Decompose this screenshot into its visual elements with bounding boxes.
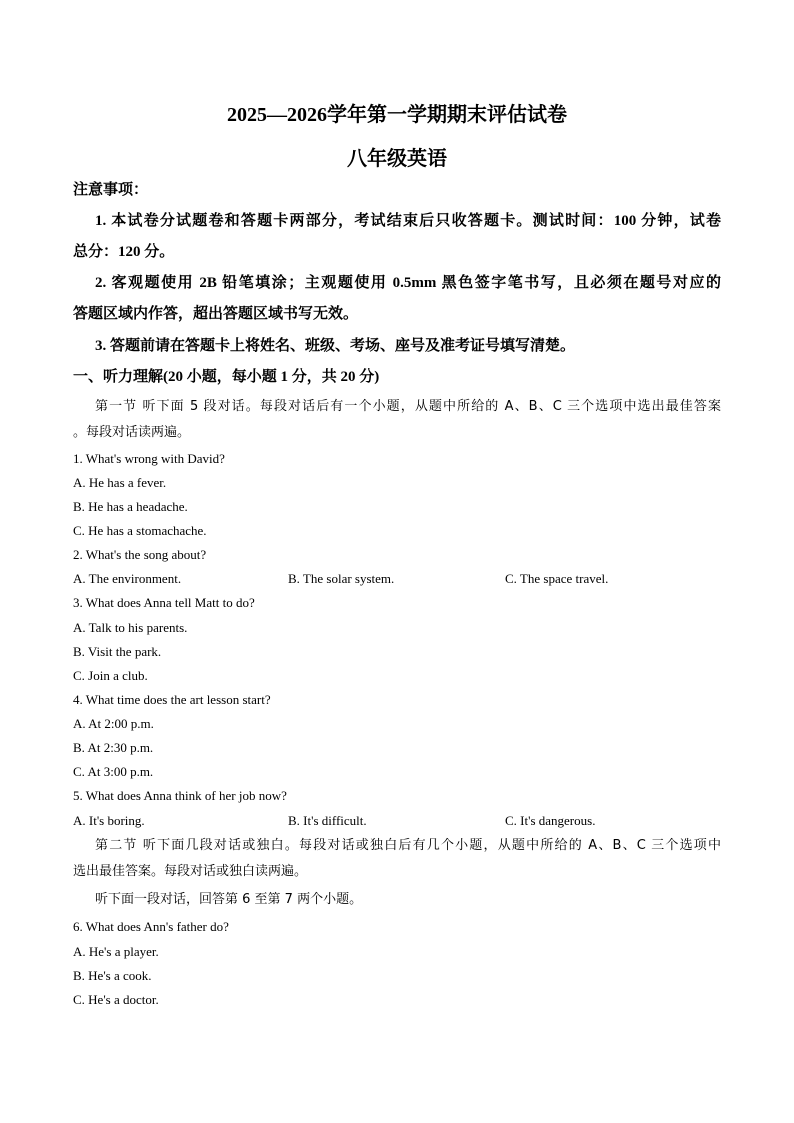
q3-option-a: A. Talk to his parents.: [73, 620, 188, 635]
question-2: 2. What's the song about?: [73, 547, 207, 562]
exam-title: 2025—2026学年第一学期期末评估试卷: [227, 104, 567, 126]
q1-option-a: A. He has a fever.: [73, 475, 167, 490]
q5-option-a: A. It's boring.: [73, 813, 145, 828]
part-2-instruction-line-2: 选出最佳答案。每段对话或独白读两遍。: [73, 864, 308, 879]
section-1-heading: 一、听力理解(20 小题，每小题 1 分，共 20 分): [73, 369, 380, 385]
q2-option-a: A. The environment.: [73, 571, 182, 586]
q4-option-a: A. At 2:00 p.m.: [73, 716, 154, 731]
notice-1-line-1: 1. 本试卷分试题卷和答题卡两部分，考试结束后只收答题卡。测试时间：100 分钟，试卷: [95, 213, 721, 229]
notice-2-line-1: 2. 客观题使用 2B 铅笔填涂；主观题使用 0.5mm 黑色签字笔书写，且必须在题号对应的: [95, 275, 721, 291]
notice-2-line-2: 答题区域内作答，超出答题区域书写无效。: [73, 306, 359, 322]
q4-option-b: B. At 2:30 p.m.: [73, 740, 154, 755]
question-4: 4. What time does the art lesson start?: [73, 692, 271, 707]
part-2-instruction-line-1: 第二节 听下面几段对话或独白。每段对话或独白后有几个小题，从题中所给的 A、B、C 三个选项中: [95, 838, 721, 853]
q1-option-c: C. He has a stomachache.: [73, 523, 207, 538]
q2-option-b: B. The solar system.: [288, 571, 395, 586]
notice-3: 3. 答题前请在答题卡上将姓名、班级、考场、座号及准考证号填写清楚。: [95, 338, 576, 354]
q5-option-b: B. It's difficult.: [288, 813, 367, 828]
q5-option-c: C. It's dangerous.: [505, 813, 596, 828]
q3-option-b: B. Visit the park.: [73, 644, 162, 659]
q6-option-a: A. He's a player.: [73, 944, 159, 959]
notice-1-line-2: 总分：120 分。: [73, 244, 175, 260]
q4-option-c: C. At 3:00 p.m.: [73, 764, 154, 779]
part-1-instruction-line-1: 第一节 听下面 5 段对话。每段对话后有一个小题，从题中所给的 A、B、C 三个选项中选出最佳答案: [95, 399, 721, 414]
dialog-intro: 听下面一段对话，回答第 6 至第 7 两个小题。: [95, 892, 363, 907]
question-5: 5. What does Anna think of her job now?: [73, 788, 287, 803]
q6-option-c: C. He's a doctor.: [73, 992, 159, 1007]
question-3: 3. What does Anna tell Matt to do?: [73, 595, 255, 610]
q6-option-b: B. He's a cook.: [73, 968, 152, 983]
q1-option-b: B. He has a headache.: [73, 499, 188, 514]
notice-heading: 注意事项：: [73, 182, 149, 198]
q2-option-c: C. The space travel.: [505, 571, 609, 586]
question-1: 1. What's wrong with David?: [73, 451, 225, 466]
q3-option-c: C. Join a club.: [73, 668, 148, 683]
question-6: 6. What does Ann's father do?: [73, 919, 229, 934]
exam-subtitle: 八年级英语: [347, 148, 447, 170]
part-1-instruction-line-2: 。每段对话读两遍。: [73, 425, 191, 440]
